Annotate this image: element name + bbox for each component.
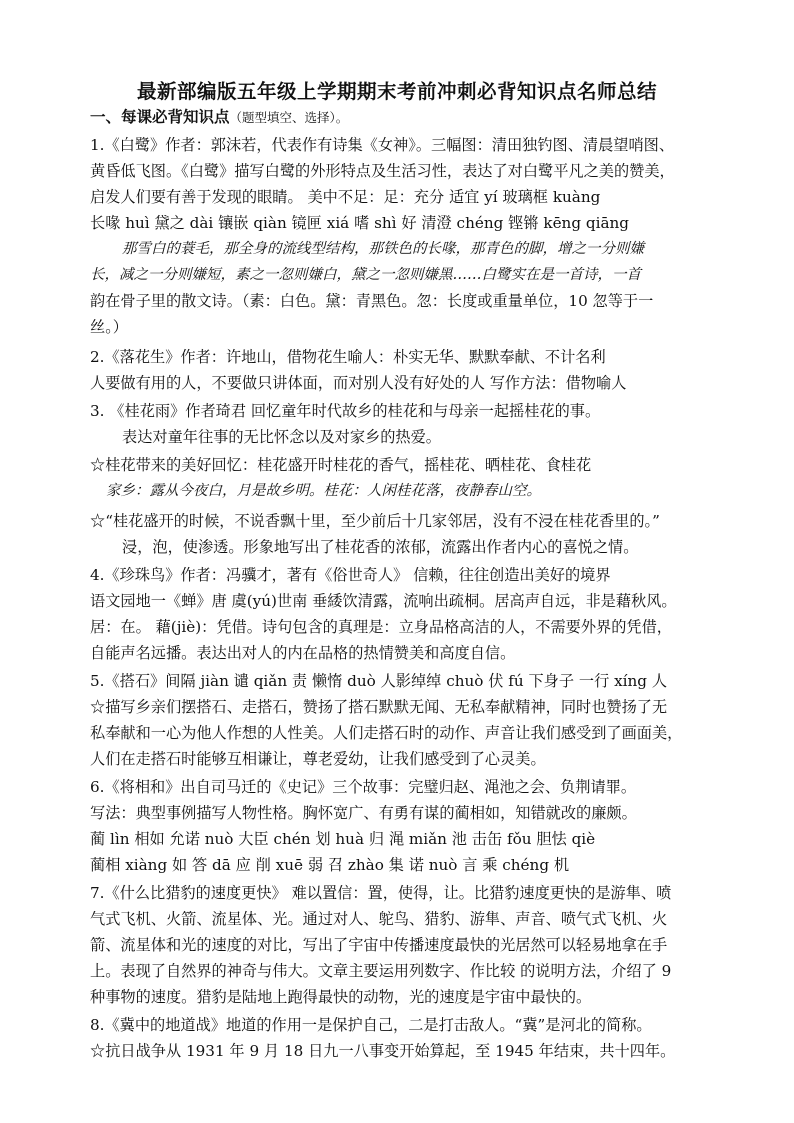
text-line: 表达对童年往事的无比怀念以及对家乡的热爱。 <box>122 428 441 446</box>
text-line: 人们在走搭石时能够互相谦让，尊老爱幼，让我们感受到了心灵美。 <box>90 750 546 768</box>
text-line: 种事物的速度。猎豹是陆地上跑得最快的动物，光的速度是宇宙中最快的。 <box>90 988 592 1006</box>
text-line: 启发人们要有善于发现的眼睛。 美中不足：足：充分 适宜 yí 玻璃框 kuàng <box>90 188 601 206</box>
text-line: 长，减之一分则嫌短，素之一忽则嫌白，黛之一忽则嫌黑……白鹭实在是一首诗，一首 <box>90 267 641 283</box>
text-line: 韵在骨子里的散文诗。（素：白色。黛：青黑色。忽：长度或重量单位，10 忽等于一 <box>90 292 654 310</box>
text-line: 8.《冀中的地道战》地道的作用一是保护自己，二是打击敌人。“冀”是河北的简称。 <box>90 1016 652 1034</box>
text-line: 蔺相 xiàng 如 答 dā 应 削 xuē 弱 召 zhào 集 诺 nuò 言 乘 chéng 机 <box>90 856 570 874</box>
text-line: 写法：典型事例描写人物性格。胸怀宽广、有勇有谋的蔺相如，知错就改的廉颇。 <box>90 804 637 822</box>
text-line: 浸，泡，使渗透。形象地写出了桂花香的浓郁，流露出作者内心的喜悦之情。 <box>122 538 639 556</box>
text-line: 1.《白鹭》作者：郭沫若，代表作有诗集《女神》。三幅图：清田独钓图、清晨望哨图、 <box>90 136 675 154</box>
text-line: 气式飞机、火箭、流星体、光。通过对人、鸵鸟、猎豹、游隼、声音、喷气式飞机、火 <box>90 910 668 928</box>
text-line: 上。表现了自然界的神奇与伟大。文章主要运用列数字、作比较 的说明方法，介绍了 9 <box>90 962 672 980</box>
text-line: 私奉献和一心为他人作想的人性美。人们走搭石时的动作、声音让我们感受到了画面美， <box>90 724 683 742</box>
text-line: 自能声名远播。表达出对人的内在品格的热情赞美和高度自信。 <box>90 644 516 662</box>
text-line: 语文园地一《蝉》唐 虞(yú)世南 垂緌饮清露，流响出疏桐。居高声自远，非是藉秋风。 <box>90 592 677 610</box>
text-line: ☆桂花带来的美好回忆：桂花盛开时桂花的香气，摇桂花、晒桂花、食桂花 <box>90 456 592 474</box>
section-heading <box>90 106 348 130</box>
text-line: ☆描写乡亲们摆搭石、走搭石，赞扬了搭石默默无闻、无私奉献精神，同时也赞扬了无 <box>90 698 668 716</box>
text-line: 7.《什么比猎豹的速度更快》 难以置信：置，使得，让。比猎豹速度更快的是游隼、喷 <box>90 884 672 902</box>
text-line: 蔺 lìn 相如 允诺 nuò 大臣 chén 划 huà 归 渑 miǎn 池 击缶 fǒu 胆怯 qiè <box>90 830 596 848</box>
text-line: 6.《将相和》出自司马迁的《史记》三个故事：完璧归赵、渑池之会、负荆请罪。 <box>90 778 637 796</box>
text-line: 2.《落花生》作者：许地山，借物花生喻人：朴实无华、默默奉献、不计名利 <box>90 348 606 366</box>
page-title: 最新部编版五年级上学期期末考前冲刺必背知识点名师总结 <box>136 80 657 103</box>
text-line: ☆抗日战争从 1931 年 9 月 18 日九一八事变开始算起，至 1945 年结束，共十四年。 <box>90 1042 676 1060</box>
text-line: 3. 《桂花雨》作者琦君 回忆童年时代故乡的桂花和与母亲一起摇桂花的事。 <box>90 402 601 420</box>
section-heading-note: （题型填空、选择）。 <box>229 110 349 125</box>
text-line: 丝。） <box>90 318 128 336</box>
text-line: 长喙 huì 黛之 dài 镶嵌 qiàn 镜匣 xiá 嗜 shì 好 清澄 chéng 铿锵 kēng qiāng <box>90 214 630 232</box>
section-heading-text: 一、每课必背知识点 <box>90 108 230 126</box>
text-line: 人要做有用的人，不要做只讲体面，而对别人没有好处的人 写作方法：借物喻人 <box>90 374 627 392</box>
text-line: 4.《珍珠鸟》作者：冯骥才，著有《俗世奇人》 信赖，往往创造出美好的境界 <box>90 566 611 584</box>
text-line: ☆“桂花盛开的时候，不说香飘十里，至少前后十几家邻居，没有不浸在桂花香里的。” <box>90 512 660 530</box>
text-line: 家乡：露从今夜白，月是故乡明。桂花：人闲桂花落，夜静春山空。 <box>106 483 541 499</box>
text-line: 5.《搭石》间隔 jiàn 谴 qiǎn 责 懒惰 duò 人影绰绰 chuò 伏 fú 下身子 一行 xíng 人 <box>90 672 668 690</box>
text-line: 箭、流星体和光的速度的对比，写出了宇宙中传播速度最快的光居然可以轻易地拿在手 <box>90 936 668 954</box>
text-line: 黄昏低飞图。《白鹭》描写白鹭的外形特点及生活习性，表达了对白鹭平凡之美的赞美， <box>90 162 675 180</box>
text-line: 那雪白的蓑毛，那全身的流线型结构，那铁色的长喙，那青色的脚，增之一分则嫌 <box>122 241 644 257</box>
text-line: 居：在。 藉(jiè)：凭借。诗句包含的真理是：立身品格高洁的人，不需要外界的凭借， <box>90 618 672 636</box>
